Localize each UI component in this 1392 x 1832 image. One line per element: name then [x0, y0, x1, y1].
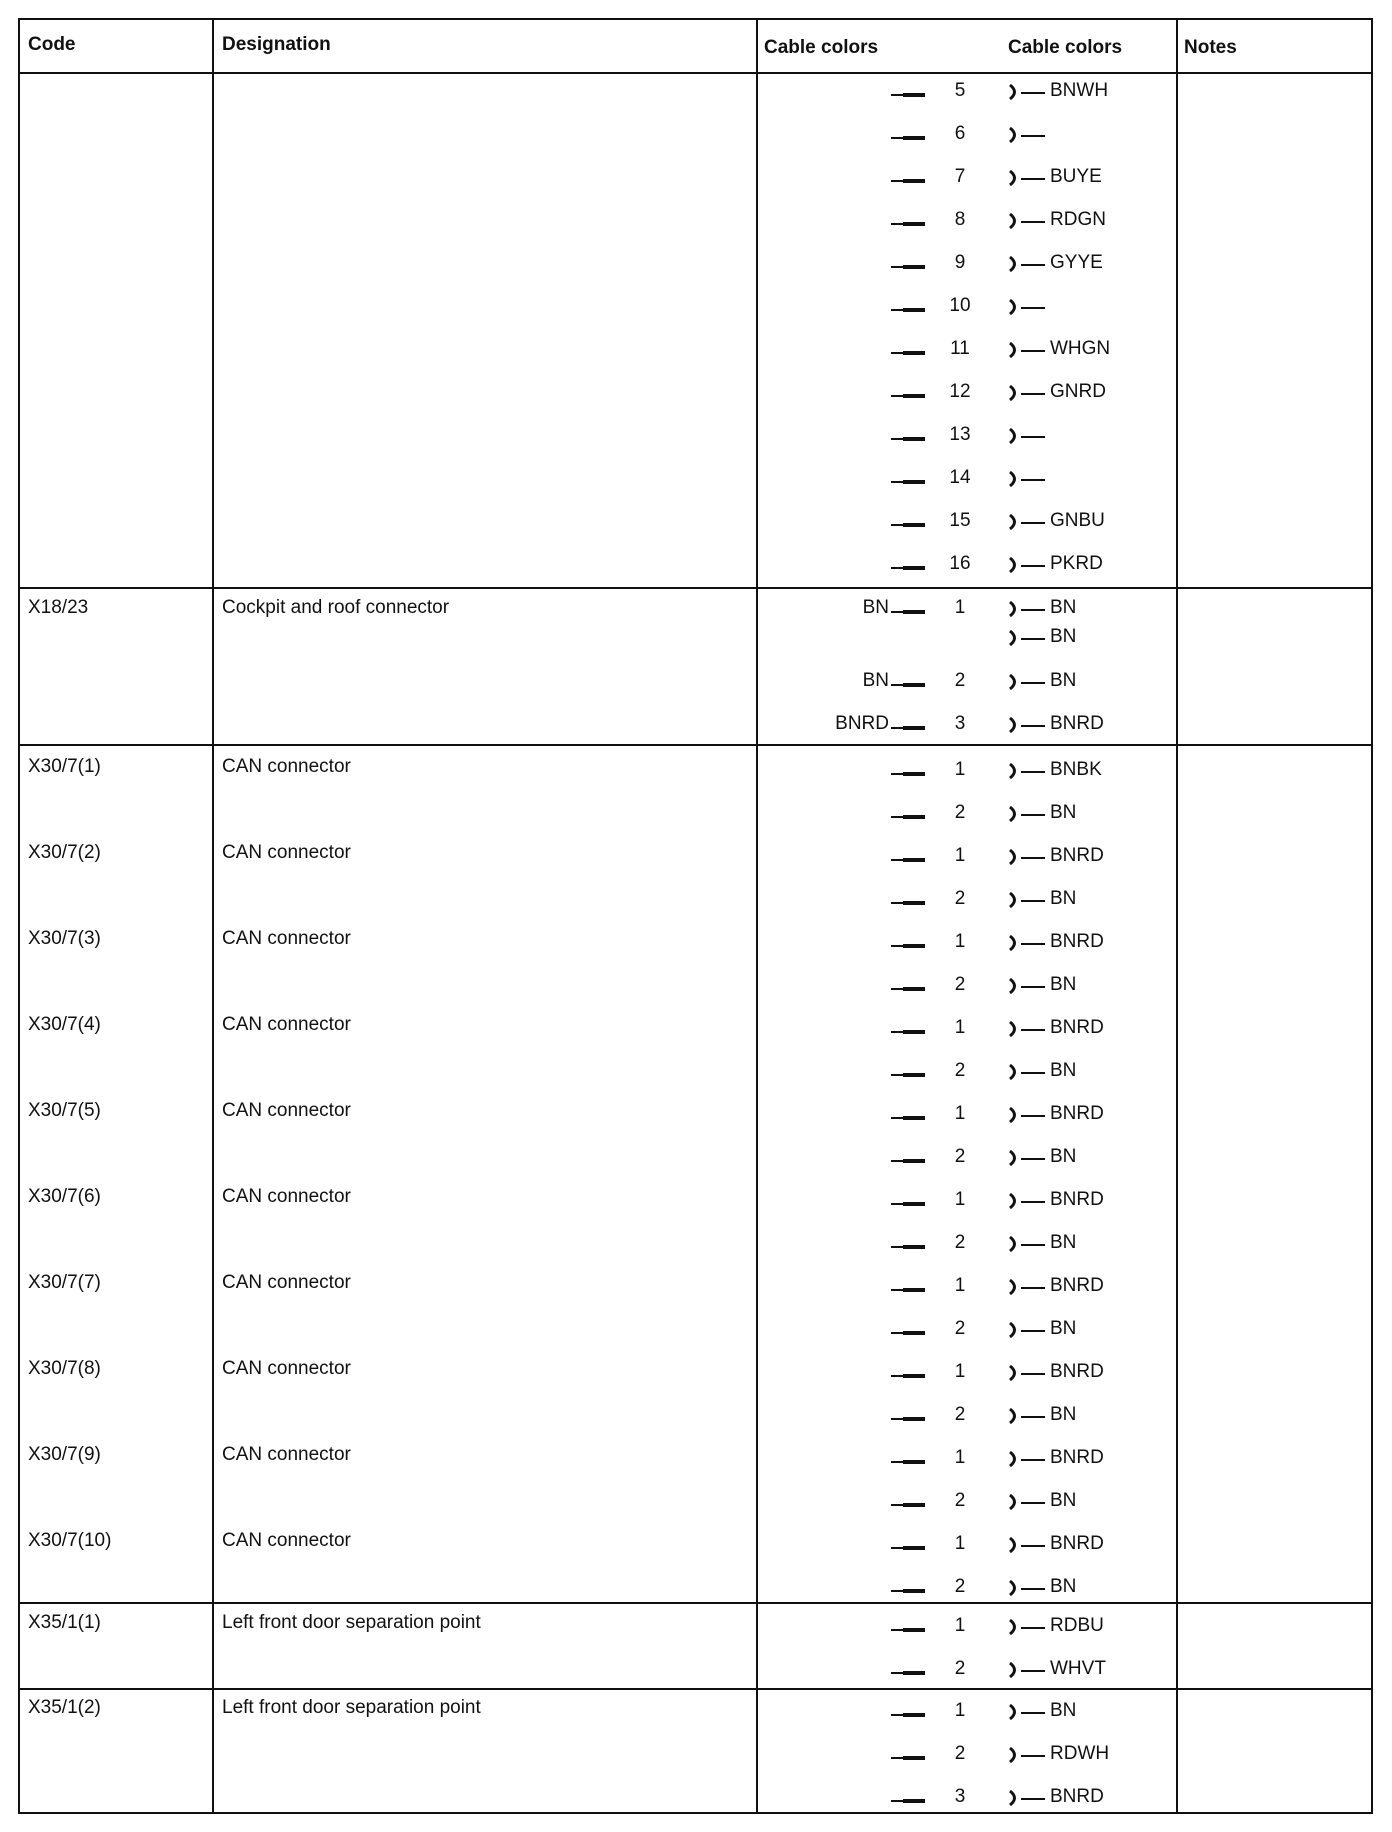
pin-socket-icon — [891, 438, 925, 440]
wire-line — [1021, 943, 1045, 945]
pin-number: 15 — [949, 510, 971, 531]
left-cable-color: BN — [862, 670, 889, 691]
pin-row — [0, 295, 1392, 323]
plug-icon — [1008, 255, 1022, 273]
pin-row — [0, 597, 1392, 647]
wire-line — [1021, 479, 1045, 481]
pin-socket-icon — [891, 1504, 925, 1506]
pin-number: 2 — [954, 1576, 966, 1597]
wire-line — [1021, 221, 1045, 223]
wire-line — [1021, 522, 1045, 524]
pin-socket-icon — [891, 1203, 925, 1205]
right-cable-color: BN — [1050, 1318, 1077, 1339]
right-cable-color: BN — [1050, 597, 1077, 618]
wire-line — [1021, 1712, 1045, 1714]
wire-line — [1021, 135, 1045, 137]
pin-number: 1 — [954, 1189, 966, 1210]
wire-line — [1021, 814, 1045, 816]
right-cable-color: RDBU — [1050, 1615, 1104, 1636]
pin-row — [0, 802, 1392, 830]
wire-line — [1021, 1330, 1045, 1332]
pin-number: 6 — [954, 123, 966, 144]
plug-icon — [1008, 1149, 1022, 1167]
pin-number: 5 — [954, 80, 966, 101]
plug-icon — [1008, 1450, 1022, 1468]
right-cable-color: BN — [1050, 670, 1077, 691]
right-cable-color: BUYE — [1050, 166, 1102, 187]
pin-row — [0, 1404, 1392, 1432]
pin-row — [0, 670, 1392, 698]
pin-row — [0, 553, 1392, 581]
connector-code: X30/7(5) — [28, 1100, 101, 1121]
pin-socket-icon — [891, 1289, 925, 1291]
wire-line — [1021, 1755, 1045, 1757]
right-cable-color: BN — [1050, 1232, 1077, 1253]
left-cable-color: BNRD — [835, 713, 889, 734]
pin-row — [0, 1275, 1392, 1303]
pin-socket-icon — [891, 567, 925, 569]
plug-icon — [1008, 1493, 1022, 1511]
header-cable-colors-left: Cable colors — [764, 37, 879, 58]
plug-icon — [1008, 126, 1022, 144]
pin-row — [0, 1786, 1392, 1814]
pin-number: 1 — [954, 1361, 966, 1382]
pin-number: 1 — [954, 759, 966, 780]
connector-code: X30/7(7) — [28, 1272, 101, 1293]
plug-icon — [1008, 470, 1022, 488]
header-notes: Notes — [1184, 37, 1237, 58]
pin-number: 9 — [954, 252, 966, 273]
pin-socket-icon — [891, 773, 925, 775]
connector-designation: CAN connector — [222, 1358, 351, 1379]
plug-icon — [1008, 1235, 1022, 1253]
pin-number: 2 — [954, 802, 966, 823]
pin-socket-icon — [891, 1629, 925, 1631]
pin-row — [0, 338, 1392, 366]
pin-number: 1 — [954, 931, 966, 952]
pin-number: 2 — [954, 1232, 966, 1253]
plug-icon — [1008, 1536, 1022, 1554]
plug-icon — [1008, 1746, 1022, 1764]
pin-socket-icon — [891, 180, 925, 182]
pin-row — [0, 166, 1392, 194]
pin-number: 2 — [954, 1404, 966, 1425]
plug-icon — [1008, 1703, 1022, 1721]
group-separator — [18, 744, 1373, 746]
right-cable-color: RDGN — [1050, 209, 1106, 230]
pin-number: 1 — [954, 1615, 966, 1636]
right-cable-color: BN — [1050, 1060, 1077, 1081]
connector-designation: Left front door separation point — [222, 1697, 481, 1718]
header-cable-colors-right: Cable colors — [1008, 37, 1123, 58]
connector-designation: CAN connector — [222, 1272, 351, 1293]
right-cable-color: BNRD — [1050, 1447, 1104, 1468]
left-cable-color: BN — [862, 597, 889, 618]
pin-row — [0, 845, 1392, 873]
right-cable-color: BN — [1050, 1576, 1077, 1597]
pin-socket-icon — [891, 309, 925, 311]
pin-socket-icon — [891, 524, 925, 526]
wire-line — [1021, 1029, 1045, 1031]
wire-line — [1021, 1670, 1045, 1672]
pin-number: 1 — [954, 1533, 966, 1554]
plug-icon — [1008, 427, 1022, 445]
connector-code: X18/23 — [28, 597, 89, 618]
wire-line — [1021, 1798, 1045, 1800]
pin-socket-icon — [891, 611, 925, 613]
right-cable-color: RDWH — [1050, 1743, 1110, 1764]
connector-code: X30/7(10) — [28, 1530, 112, 1551]
right-cable-color: BN — [1050, 626, 1077, 647]
connector-designation: CAN connector — [222, 928, 351, 949]
pin-number: 2 — [954, 1658, 966, 1679]
right-cable-color: BN — [1050, 1146, 1077, 1167]
right-cable-color: WHGN — [1050, 338, 1111, 359]
pin-socket-icon — [891, 902, 925, 904]
pin-row — [0, 713, 1392, 741]
pin-row — [0, 1743, 1392, 1771]
right-cable-color: BNRD — [1050, 713, 1104, 734]
connector-code: X30/7(9) — [28, 1444, 101, 1465]
connector-designation: CAN connector — [222, 756, 351, 777]
pin-number: 2 — [954, 1060, 966, 1081]
plug-icon — [1008, 891, 1022, 909]
pin-row — [0, 1658, 1392, 1686]
pin-number: 2 — [954, 1318, 966, 1339]
connector-code: X30/7(2) — [28, 842, 101, 863]
plug-icon — [1008, 1278, 1022, 1296]
pin-socket-icon — [891, 1800, 925, 1802]
pin-number: 1 — [954, 1103, 966, 1124]
plug-icon — [1008, 298, 1022, 316]
wire-line — [1021, 393, 1045, 395]
pin-row — [0, 1232, 1392, 1260]
pin-number: 1 — [954, 1017, 966, 1038]
right-cable-color: PKRD — [1050, 553, 1103, 574]
plug-icon — [1008, 513, 1022, 531]
header-bottom-border — [18, 72, 1373, 74]
pin-socket-icon — [891, 395, 925, 397]
pin-row — [0, 467, 1392, 495]
wire-line — [1021, 1416, 1045, 1418]
plug-icon — [1008, 1020, 1022, 1038]
right-cable-color: BNRD — [1050, 1533, 1104, 1554]
pin-number: 1 — [954, 845, 966, 866]
wire-line — [1021, 264, 1045, 266]
pin-number: 8 — [954, 209, 966, 230]
pin-number: 2 — [954, 670, 966, 691]
pin-row — [0, 1146, 1392, 1174]
right-cable-color: BNRD — [1050, 1017, 1104, 1038]
pin-row — [0, 1700, 1392, 1728]
plug-icon — [1008, 762, 1022, 780]
pin-socket-icon — [891, 1757, 925, 1759]
group-separator — [18, 1688, 1373, 1690]
pin-socket-icon — [891, 1160, 925, 1162]
pin-number: 1 — [954, 597, 966, 618]
wire-line — [1021, 565, 1045, 567]
pin-number: 1 — [954, 1275, 966, 1296]
wire-line — [1021, 1627, 1045, 1629]
pin-number: 3 — [954, 1786, 966, 1807]
plug-icon — [1008, 673, 1022, 691]
connector-designation: Left front door separation point — [222, 1612, 481, 1633]
plug-icon — [1008, 1321, 1022, 1339]
wire-line — [1021, 1588, 1045, 1590]
pin-number: 1 — [954, 1700, 966, 1721]
pin-number: 11 — [950, 338, 970, 359]
right-cable-color: BNRD — [1050, 1786, 1104, 1807]
wire-line — [1021, 307, 1045, 309]
pin-socket-icon — [891, 945, 925, 947]
connector-code: X35/1(1) — [28, 1612, 101, 1633]
connector-code: X30/7(8) — [28, 1358, 101, 1379]
group-separator — [18, 1602, 1373, 1604]
pin-number: 12 — [949, 381, 971, 402]
plug-icon — [1008, 848, 1022, 866]
pin-socket-icon — [891, 1418, 925, 1420]
pin-row — [0, 1615, 1392, 1643]
header-code: Code — [28, 34, 76, 55]
plug-icon — [1008, 341, 1022, 359]
pin-row — [0, 1533, 1392, 1561]
wire-line — [1021, 350, 1045, 352]
pin-number: 3 — [954, 713, 966, 734]
connector-designation: CAN connector — [222, 1186, 351, 1207]
wire-line — [1021, 638, 1045, 640]
connector-designation: CAN connector — [222, 1100, 351, 1121]
plug-icon — [1008, 1192, 1022, 1210]
pin-socket-icon — [891, 1461, 925, 1463]
wire-line — [1021, 725, 1045, 727]
wire-line — [1021, 771, 1045, 773]
plug-icon — [1008, 716, 1022, 734]
plug-icon — [1008, 977, 1022, 995]
pin-number: 2 — [954, 1743, 966, 1764]
right-cable-color: BNRD — [1050, 931, 1104, 952]
connector-designation: CAN connector — [222, 1444, 351, 1465]
wire-line — [1021, 178, 1045, 180]
pin-row — [0, 1060, 1392, 1088]
table-top-border — [18, 18, 1373, 20]
pin-row — [0, 381, 1392, 409]
group-separator — [18, 587, 1373, 589]
wire-line — [1021, 1545, 1045, 1547]
connector-designation: CAN connector — [222, 842, 351, 863]
pin-row — [0, 123, 1392, 151]
right-cable-color: BN — [1050, 1490, 1077, 1511]
pin-number: 2 — [954, 1490, 966, 1511]
right-cable-color: BNBK — [1050, 759, 1102, 780]
connector-code: X30/7(6) — [28, 1186, 101, 1207]
wire-line — [1021, 1373, 1045, 1375]
right-cable-color: WHVT — [1050, 1658, 1106, 1679]
pin-row — [0, 931, 1392, 959]
pin-socket-icon — [891, 1714, 925, 1716]
pin-number: 2 — [954, 1146, 966, 1167]
plug-icon — [1008, 1789, 1022, 1807]
pin-row — [0, 1017, 1392, 1045]
pin-row — [0, 1318, 1392, 1346]
plug-icon — [1008, 1063, 1022, 1081]
right-cable-color: BNWH — [1050, 80, 1109, 101]
right-cable-color: BNRD — [1050, 845, 1104, 866]
wire-line — [1021, 1459, 1045, 1461]
pin-socket-icon — [891, 684, 925, 686]
wire-line — [1021, 1244, 1045, 1246]
right-cable-color: BN — [1050, 974, 1077, 995]
connector-code: X30/7(4) — [28, 1014, 101, 1035]
right-cable-color: GNBU — [1050, 510, 1105, 531]
wire-line — [1021, 436, 1045, 438]
wire-line — [1021, 857, 1045, 859]
wire-line — [1021, 1201, 1045, 1203]
pin-socket-icon — [891, 1375, 925, 1377]
pin-socket-icon — [891, 1590, 925, 1592]
pin-row — [0, 252, 1392, 280]
pin-socket-icon — [891, 137, 925, 139]
pin-number: 10 — [949, 295, 971, 316]
wire-line — [1021, 92, 1045, 94]
pin-socket-icon — [891, 1074, 925, 1076]
pin-number: 14 — [949, 467, 971, 488]
pin-number: 16 — [949, 553, 971, 574]
pin-socket-icon — [891, 266, 925, 268]
pin-socket-icon — [891, 1031, 925, 1033]
plug-icon — [1008, 1661, 1022, 1679]
pin-socket-icon — [891, 1672, 925, 1674]
pin-socket-icon — [891, 94, 925, 96]
right-cable-color: BN — [1050, 1700, 1077, 1721]
right-cable-color: BNRD — [1050, 1361, 1104, 1382]
pin-row — [0, 510, 1392, 538]
plug-icon — [1008, 805, 1022, 823]
plug-icon — [1008, 1407, 1022, 1425]
wire-line — [1021, 986, 1045, 988]
pin-row — [0, 1103, 1392, 1131]
pin-socket-icon — [891, 816, 925, 818]
connector-code: X30/7(1) — [28, 756, 101, 777]
pin-row — [0, 1189, 1392, 1217]
plug-icon — [1008, 384, 1022, 402]
right-cable-color: BN — [1050, 802, 1077, 823]
pin-socket-icon — [891, 223, 925, 225]
pin-socket-icon — [891, 1117, 925, 1119]
connector-code: X35/1(2) — [28, 1697, 101, 1718]
plug-icon — [1008, 1364, 1022, 1382]
wire-line — [1021, 1287, 1045, 1289]
pin-number: 7 — [954, 166, 966, 187]
right-cable-color: GNRD — [1050, 381, 1106, 402]
plug-icon — [1008, 1579, 1022, 1597]
pin-row — [0, 888, 1392, 916]
pin-row — [0, 974, 1392, 1002]
pin-row — [0, 80, 1392, 108]
wire-line — [1021, 1072, 1045, 1074]
wire-line — [1021, 609, 1045, 611]
right-cable-color: BNRD — [1050, 1275, 1104, 1296]
pin-socket-icon — [891, 1332, 925, 1334]
wire-line — [1021, 1115, 1045, 1117]
pin-number: 2 — [954, 888, 966, 909]
pin-number: 2 — [954, 974, 966, 995]
plug-icon — [1008, 83, 1022, 101]
pin-socket-icon — [891, 727, 925, 729]
wire-line — [1021, 900, 1045, 902]
pin-row — [0, 1576, 1392, 1604]
connector-designation: CAN connector — [222, 1530, 351, 1551]
plug-icon — [1008, 1106, 1022, 1124]
pin-number: 1 — [954, 1447, 966, 1468]
wire-line — [1021, 1502, 1045, 1504]
pin-row — [0, 424, 1392, 452]
plug-icon — [1008, 629, 1022, 647]
wire-line — [1021, 1158, 1045, 1160]
pin-socket-icon — [891, 859, 925, 861]
pin-row — [0, 1490, 1392, 1518]
header-designation: Designation — [222, 34, 331, 55]
plug-icon — [1008, 556, 1022, 574]
connector-designation: CAN connector — [222, 1014, 351, 1035]
pin-socket-icon — [891, 352, 925, 354]
plug-icon — [1008, 212, 1022, 230]
pin-row — [0, 209, 1392, 237]
pin-row — [0, 1361, 1392, 1389]
pin-number: 13 — [949, 424, 971, 445]
plug-icon — [1008, 169, 1022, 187]
pin-socket-icon — [891, 1547, 925, 1549]
plug-icon — [1008, 1618, 1022, 1636]
pin-socket-icon — [891, 481, 925, 483]
right-cable-color: BN — [1050, 1404, 1077, 1425]
connector-code: X30/7(3) — [28, 928, 101, 949]
right-cable-color: BNRD — [1050, 1189, 1104, 1210]
right-cable-color: GYYE — [1050, 252, 1103, 273]
pin-socket-icon — [891, 988, 925, 990]
plug-icon — [1008, 600, 1022, 618]
wire-line — [1021, 682, 1045, 684]
right-cable-color: BNRD — [1050, 1103, 1104, 1124]
connector-designation: Cockpit and roof connector — [222, 597, 450, 618]
pin-row — [0, 759, 1392, 787]
right-cable-color: BN — [1050, 888, 1077, 909]
pin-socket-icon — [891, 1246, 925, 1248]
plug-icon — [1008, 934, 1022, 952]
pin-row — [0, 1447, 1392, 1475]
